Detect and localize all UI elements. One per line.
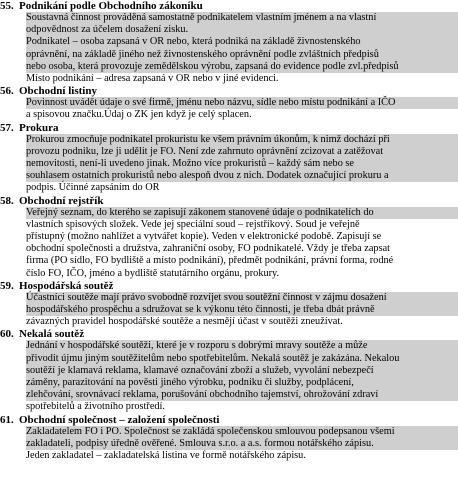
entry-number: 61.: [0, 413, 14, 426]
entry-line: a spisovou značku.Údaj o ZK jen když je celý splacen.: [26, 109, 252, 121]
entry-line: zakladateli, podpisy úředně ověřené. Smlouva s.r.o. a a.s. formou notářského zápisu.: [26, 438, 458, 450]
entry-line: závazných pravidel hospodářské soutěže a nesmějí účast v soutěži zneužívat.: [26, 316, 343, 328]
entry-line: Podnikatel – osoba zapsaná v OR nebo, která podniká na základě živnostenského: [26, 36, 458, 48]
entry-line: záměny, parazitování na pověsti jiného výrobku, podniku či služby, podplácení,: [26, 377, 458, 389]
entry-line: hospodářského prospěchu a sdružovat se k výkonu této činnosti, je třeba dbát právně: [26, 304, 458, 316]
entry-number: 57.: [0, 121, 14, 134]
entry-line: obchodní společnosti a družstva, zahraniční osoby, FO podnikatelé. Vždy je třeba zapsat: [26, 243, 391, 255]
entry-line: podpis. Účinné zapsáním do OR: [26, 182, 160, 194]
entry-line: soutěží je klamavá reklama, klamavé označování zboží a služeb, vyvolání nebezpečí: [26, 365, 458, 377]
entry-title: Podnikání podle Obchodního zákoníku: [19, 0, 203, 12]
entry-line: firma (PO sídlo, FO bydliště a místo podnikání), předmět podnikání, právní forma, rodné: [26, 255, 394, 267]
entry-line: Místo podnikání – adresa zapsaná v OR nebo v jiné evidenci.: [26, 73, 279, 85]
entry-line: Jeden zakladatel – zakladatelská listina ve formě notářského zápisu.: [26, 450, 306, 462]
entry-line: číslo FO, IČO, jméno a bydliště statutárního orgánu, prokury.: [26, 267, 280, 279]
entry-heading: [0, 195, 458, 207]
entry-line: Soustavná činnost prováděná samostatně podnikatelem vlastním jménem a na vlastní: [26, 12, 458, 24]
entry-61: [0, 414, 458, 463]
entry-title: Obchodní rejstřík: [19, 194, 104, 207]
entry-line: Zakladatelem FO i PO. Společnost se zakládá společenskou smlouvou podepsanou všemi: [26, 426, 458, 438]
entry-title: Obchodní listiny: [19, 85, 97, 98]
entry-title: Obchodní společnost – založení společnosti: [19, 413, 220, 426]
entry-line: odpovědnost za účelem dosažení zisku.: [26, 24, 458, 36]
entry-line: spotřebitelů a životního prostředí.: [26, 401, 165, 413]
entry-58: [0, 195, 458, 280]
entry-heading: [0, 280, 458, 292]
entry-title: Nekalá soutěž: [19, 328, 85, 341]
entry-heading: [0, 414, 458, 426]
entry-title: Prokura: [19, 121, 59, 134]
entry-line: zlehčování, srovnávací reklama, porušování obchodního tajemství, ohrožování zdraví: [26, 389, 458, 401]
entry-line: přivodit újmu jiným soutěžitelům nebo spotřebitelům. Nekalá soutěž je zakázána. Nekalou: [26, 353, 458, 365]
entry-line: Veřejný seznam, do kterého se zapisují zákonem stanovené údaje o podnikatelích do: [26, 207, 458, 219]
entry-line: Jednání v hospodářské soutěži, které je v rozporu s dobrými mravy soutěže a může: [26, 340, 458, 352]
entry-heading: [0, 85, 458, 97]
entry-line: Prokurou zmocňuje podnikatel prokuristu ke všem právním úkonům, k nimž dochází při: [26, 134, 458, 146]
entry-heading: [0, 0, 458, 12]
entry-55: [0, 0, 458, 85]
entry-title: Hospodářská soutěž: [19, 279, 114, 292]
entry-number: 58.: [0, 194, 14, 207]
entry-line: oprávnění, na základě jiného než živnostenského oprávnění podle zvláštních předpisů: [26, 49, 458, 61]
entry-60: [0, 328, 458, 413]
entry-59: [0, 280, 458, 329]
entry-56: [0, 85, 458, 121]
entry-line: vlastních spisových složek. Vede jej speciální soud – rejstříkový. Soud je veřejně: [26, 218, 360, 230]
entry-line: přístupný (možno nahlížet a vytvářet kopie). Veden v elektronické podobě. Zapisují se: [26, 231, 382, 243]
entry-line: nebo osoba, která provozuje zemědělskou výrobu, zapsaná do evidence podle zvl.předpisů: [26, 61, 458, 73]
entry-line: Povinnost uvádět údaje o své firmě, jménu nebo názvu, sídle nebo místu podnikání a IČO: [26, 97, 458, 109]
entry-number: 59.: [0, 279, 14, 292]
entry-line: provozu podniku, lze ji udělit je FO. Není zde zahrnuto oprávnění zcizovat a zatěžovat: [26, 146, 458, 158]
entry-line: Účastníci soutěže mají právo svobodně rozvíjet svou soutěžní činnost v zájmu dosažení: [26, 292, 458, 304]
entry-number: 55.: [0, 0, 14, 12]
entry-number: 56.: [0, 85, 14, 98]
entry-line: nemovitosti, není-li uvedeno jinak. Možno více prokuristů – každý sám nebo se: [26, 158, 458, 170]
entry-heading: [0, 122, 458, 134]
entry-heading: [0, 328, 458, 340]
entry-number: 60.: [0, 328, 14, 341]
entry-line: souhlasem ostatních prokuristů nebo alespoň dvou z nich. Dodatek označující prokuru a: [26, 170, 458, 182]
entry-57: [0, 122, 458, 195]
